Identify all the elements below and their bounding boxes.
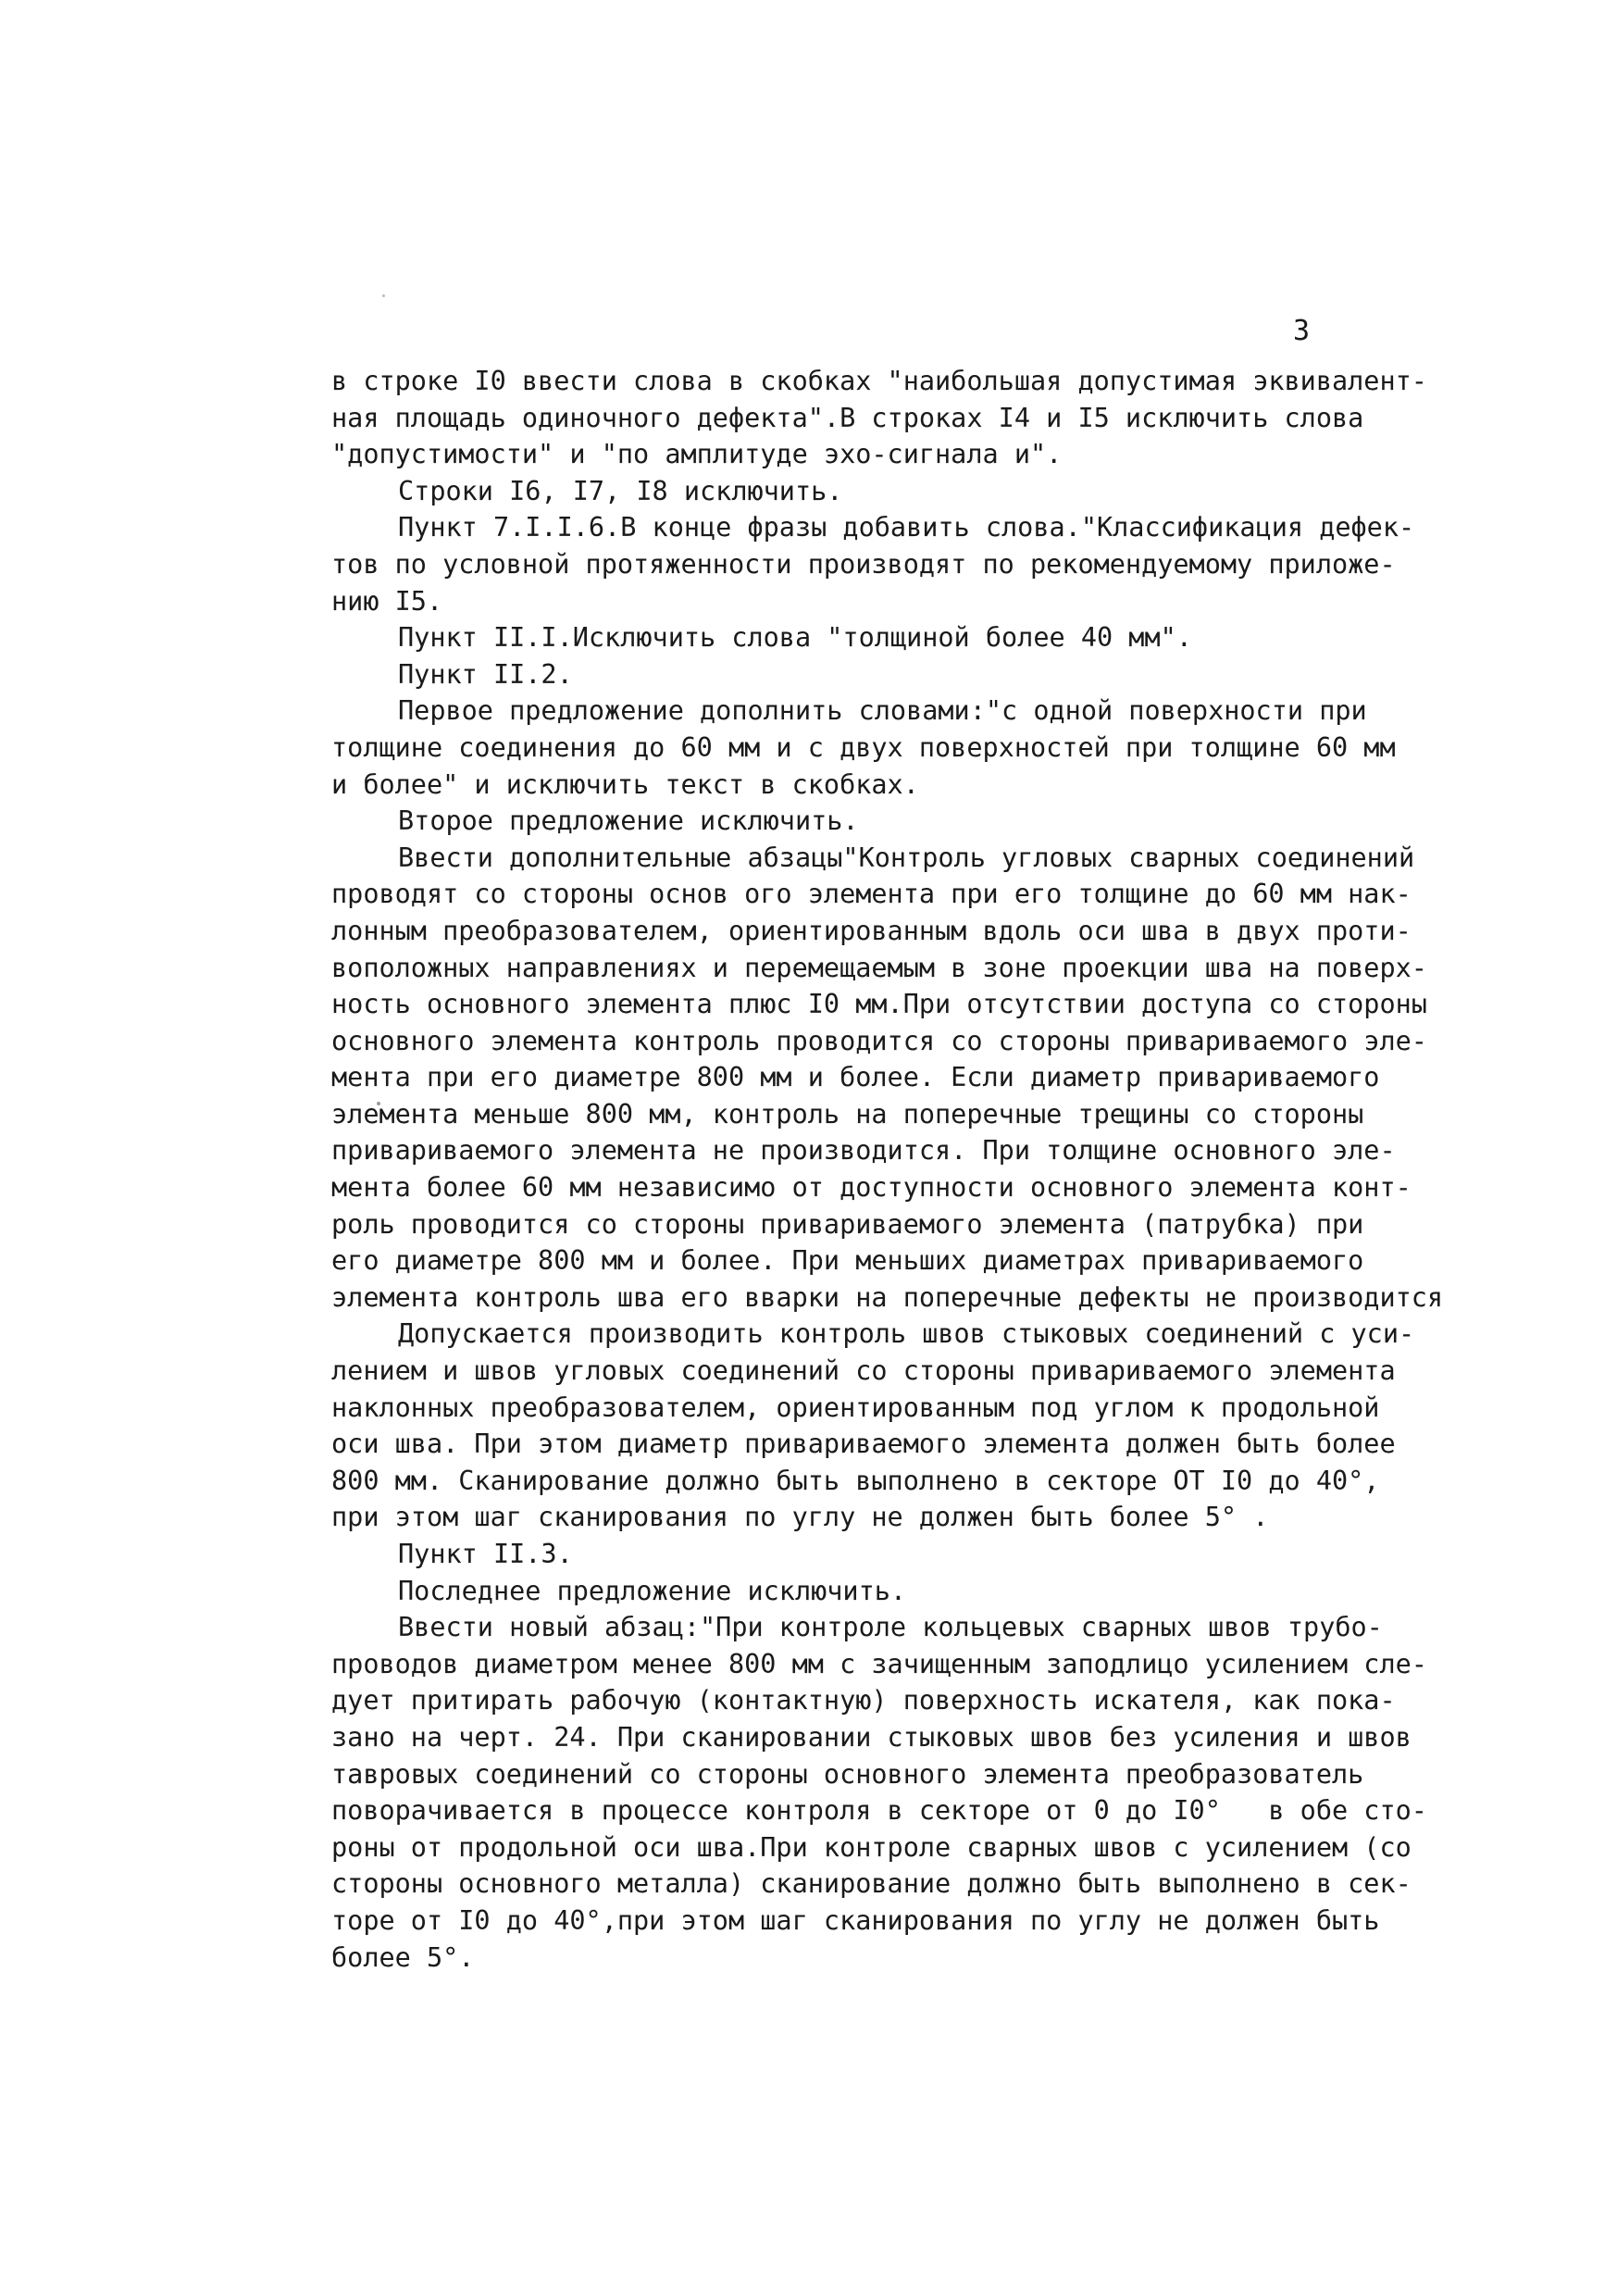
- text-line: Пункт 7.I.I.6.В конце фразы добавить слова."Классификация дефек-: [398, 512, 1415, 543]
- text-line: оси шва. При этом диаметр привариваемого элемента должен быть более: [331, 1429, 1396, 1460]
- text-line: Строки I6, I7, I8 исключить.: [398, 475, 843, 506]
- text-line: привариваемого элемента не производится. При толщине основного эле-: [331, 1135, 1396, 1167]
- text-line: проводов диаметром менее 800 мм с зачищенным заподлицо усилением сле-: [331, 1648, 1427, 1679]
- text-line: в строке I0 ввести слова в скобках "наибольшая допустимая эквивалент-: [331, 366, 1427, 396]
- text-line: Второе предложение исключить.: [398, 805, 859, 837]
- text-line: "допустимости" и "по амплитуде эхо-сигнала и".: [331, 439, 1063, 470]
- text-line: Последнее предложение исключить.: [398, 1575, 907, 1606]
- text-line: при этом шаг сканирования по углу не должен быть более 5° .: [331, 1502, 1269, 1533]
- text-line: и более" и исключить текст в скобках.: [331, 768, 919, 800]
- text-line: Первое предложение дополнить словами:"с одной поверхности при: [398, 695, 1367, 727]
- scan-dot: [382, 294, 385, 297]
- text-line: основного элемента контроль проводится со стороны привариваемого эле-: [331, 1025, 1427, 1056]
- text-line: воположных направлениях и перемещаемым в зоне проекции шва на поверх-: [331, 952, 1427, 983]
- text-line: тавровых соединений со стороны основного элемента преобразователь: [331, 1758, 1364, 1790]
- text-line: стороны основного металла) сканирование должно быть выполнено в сек-: [331, 1868, 1412, 1900]
- text-line: дует притирать рабочую (контактную) поверхность искателя, как пока-: [331, 1685, 1396, 1716]
- text-line: элемента меньше 800 мм, контроль на поперечные трещины со стороны: [331, 1098, 1364, 1129]
- text-line: Пункт II.3.: [398, 1539, 573, 1569]
- text-line: поворачивается в процессе контроля в секторе от 0 до I0° в обе сто-: [331, 1795, 1427, 1827]
- text-line: элемента контроль шва его вварки на поперечные дефекты не производится: [331, 1281, 1444, 1313]
- text-line: Допускается производить контроль швов стыковых соединений с уси-: [398, 1318, 1415, 1350]
- text-line: более 5°.: [331, 1941, 475, 1973]
- text-line: ность основного элемента плюс I0 мм.При отсутствии доступа со стороны: [331, 989, 1427, 1020]
- text-line: мента более 60 мм независимо от доступности основного элемента конт-: [331, 1172, 1412, 1204]
- text-line: 800 мм. Сканирование должно быть выполнено в секторе ОТ I0 до 40°,: [331, 1465, 1380, 1496]
- text-line: торе от I0 до 40°,при этом шаг сканирования по углу не должен быть: [331, 1904, 1380, 1936]
- text-line: Пункт II.2.: [398, 658, 573, 690]
- text-line: лонным преобразователем, ориентированным вдоль оси шва в двух проти-: [331, 915, 1412, 946]
- text-line: ная площадь одиночного дефекта".В строках I4 и I5 исключить слова: [331, 402, 1364, 433]
- text-line: тов по условной протяженности производят по рекомендуемому приложе-: [331, 548, 1396, 580]
- text-line: нию I5.: [331, 585, 443, 617]
- text-line: толщине соединения до 60 мм и с двух поверхностей при толщине 60 мм: [331, 731, 1396, 763]
- text-line: Пункт II.I.Исключить слова "толщиной более 40 мм".: [398, 622, 1192, 654]
- text-line: мента при его диаметре 800 мм и более. Если диаметр привариваемого: [331, 1062, 1380, 1093]
- text-line: Ввести дополнительные абзацы"Контроль угловых сварных соединений: [398, 842, 1415, 873]
- document-body: [331, 363, 1444, 1976]
- text-line: лением и швов угловых соединений со стороны привариваемого элемента: [331, 1355, 1396, 1387]
- text-line: зано на черт. 24. При сканировании стыковых швов без усиления и швов: [331, 1721, 1412, 1753]
- text-line: наклонных преобразователем, ориентированным под углом к продольной: [331, 1391, 1380, 1423]
- text-line: его диаметре 800 мм и более. При меньших диаметрах привариваемого: [331, 1245, 1364, 1277]
- text-line: проводят со стороны основ ого элемента при его толщине до 60 мм нак-: [331, 879, 1412, 910]
- page-number: 3: [1293, 315, 1311, 347]
- text-line: Ввести новый абзац:"При контроле кольцевых сварных швов трубо-: [398, 1612, 1383, 1643]
- text-line: роль проводится со стороны привариваемого элемента (патрубка) при: [331, 1208, 1364, 1240]
- text-line: роны от продольной оси шва.При контроле сварных швов с усилением (со: [331, 1831, 1412, 1863]
